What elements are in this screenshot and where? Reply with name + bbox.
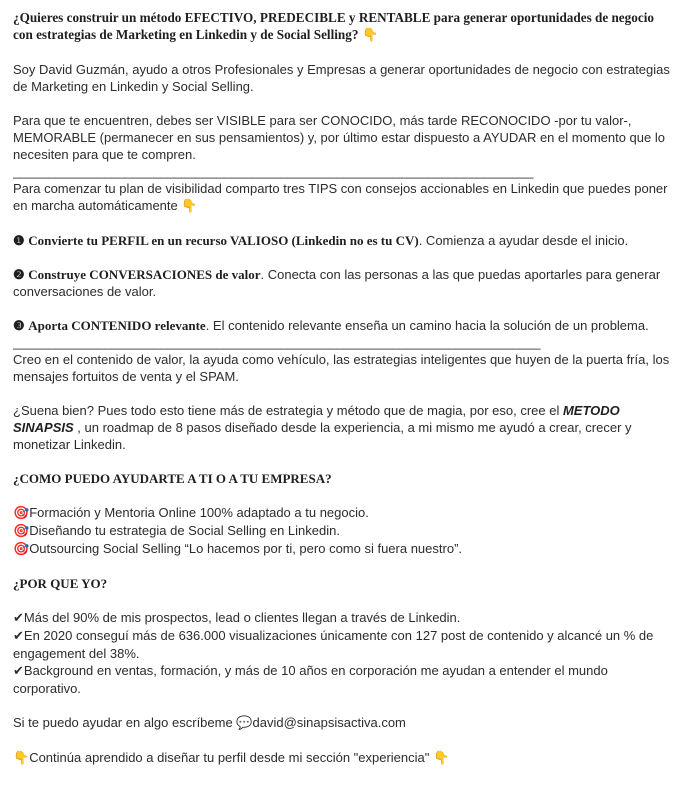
point-down-icon: 👇 (362, 28, 379, 43)
divider-top: __________________________________________________________________________ (13, 164, 534, 179)
divider-bottom: ___________________________________________________________________________ (13, 335, 541, 350)
contact-paragraph (13, 714, 675, 732)
service-text: Diseñando tu estrategia de Social Selling en Linkedin. (29, 523, 340, 538)
contact-email: david@sinapsisactiva.com (252, 715, 406, 730)
checkmark-icon: ✔ (13, 611, 24, 626)
method-intro: ¿Suena bien? Pues todo esto tiene más de estrategia y método que de magia, por eso, cree el (13, 403, 563, 418)
list-item (13, 662, 675, 697)
tip-bullet-3: ❸ (13, 318, 25, 333)
why-heading: ¿POR QUE YO? (13, 576, 108, 591)
tip-text: . Conecta con las personas a las que puedas aportarles para generar conversaciones de valor. (13, 267, 661, 299)
reason-text: En 2020 conseguí más de 636.000 visualizaciones únicamente con 127 post de contenido y alcancé un % de engagement del 38%. (13, 628, 654, 661)
closing-text: Continúa aprendido a diseñar tu perfil desde mi sección "experiencia" (29, 750, 430, 765)
tip-bullet-2: ❷ (13, 267, 25, 282)
service-text: Outsourcing Social Selling “Lo hacemos por ti, pero como si fuera nuestro”. (29, 541, 463, 556)
method-paragraph (13, 402, 675, 453)
help-heading: ¿COMO PUEDO AYUDARTE A TI O A TU EMPRESA? (13, 471, 332, 486)
hand-down-icon: 👇 (13, 751, 30, 766)
tip-text: . El contenido relevante enseña un camino hacia la solución de un problema. (205, 318, 649, 333)
help-heading-paragraph (13, 470, 675, 487)
tip-bullet-1: ❶ (13, 233, 25, 248)
list-item (13, 540, 675, 558)
closing-paragraph (13, 749, 675, 767)
list-item (13, 522, 675, 540)
list-item (13, 627, 675, 662)
tip-item (13, 266, 675, 300)
contact-text: Si te puedo ayudar en algo escríbeme (13, 715, 237, 730)
heading-question-paragraph (13, 9, 675, 44)
checkmark-icon: ✔ (13, 664, 24, 679)
tip-item (13, 232, 675, 249)
tip-title: Aporta CONTENIDO relevante (28, 318, 206, 333)
tip-title: Convierte tu PERFIL en un recurso VALIOSO (Linkedin no es tu CV) (28, 233, 419, 248)
tips-intro-text: Para comenzar tu plan de visibilidad comparto tres TIPS con consejos accionables en Linkedin que puedes poner en marcha automáticamente (13, 181, 668, 213)
method-description: , un roadmap de 8 pasos diseñado desde la experiencia, a mi mismo me ayudó a crear, crecer y monetizar Linkedin. (13, 420, 632, 452)
services-list (13, 504, 675, 558)
point-down-icon: 👇 (181, 199, 198, 214)
hand-down-icon: 👇 (433, 751, 450, 766)
tips-intro-paragraph (13, 180, 675, 215)
target-icon: 🎯 (13, 506, 30, 521)
tip-item (13, 317, 675, 334)
checkmark-icon: ✔ (13, 629, 24, 644)
list-item (13, 609, 675, 627)
tip-title: Construye CONVERSACIONES de valor (28, 267, 261, 282)
visibility-paragraph: Para que te encuentren, debes ser VISIBLE para ser CONOCIDO, más tarde RECONOCIDO -por tu valor-, MEMORABLE (permanecer en sus pensamientos) y, por último estar dispuesto a AYUDAR en el momento que lo necesiten para que te compren. (13, 113, 665, 162)
reason-text: Más del 90% de mis prospectos, lead o clientes llegan a través de Linkedin. (23, 610, 461, 625)
speech-bubble-icon: 💬 (236, 716, 253, 731)
reasons-list (13, 609, 675, 697)
why-heading-paragraph (13, 575, 675, 592)
method-name: METODO SINAPSIS (13, 403, 620, 435)
heading-question: ¿Quieres construir un método EFECTIVO, PREDECIBLE y RENTABLE para generar oportunidades de negocio con estrategias de Marketing en Linkedin y de Social Selling? (13, 10, 654, 42)
target-icon: 🎯 (13, 542, 30, 557)
belief-paragraph: Creo en el contenido de valor, la ayuda como vehículo, las estrategias inteligentes que huyen de la puerta fría, los mensajes fortuitos de venta y el SPAM. (13, 352, 670, 384)
list-item (13, 504, 675, 522)
tip-text: . Comienza a ayudar desde el inicio. (418, 233, 629, 248)
intro-paragraph: Soy David Guzmán, ayudo a otros Profesionales y Empresas a generar oportunidades de negocio con estrategias de Marketing en Linkedin y Social Selling. (13, 62, 670, 94)
service-text: Formación y Mentoria Online 100% adaptado a tu negocio. (29, 505, 369, 520)
reason-text: Background en ventas, formación, y más de 10 años en corporación me ayudan a entender el mundo corporativo. (13, 663, 608, 696)
target-icon: 🎯 (13, 524, 30, 539)
